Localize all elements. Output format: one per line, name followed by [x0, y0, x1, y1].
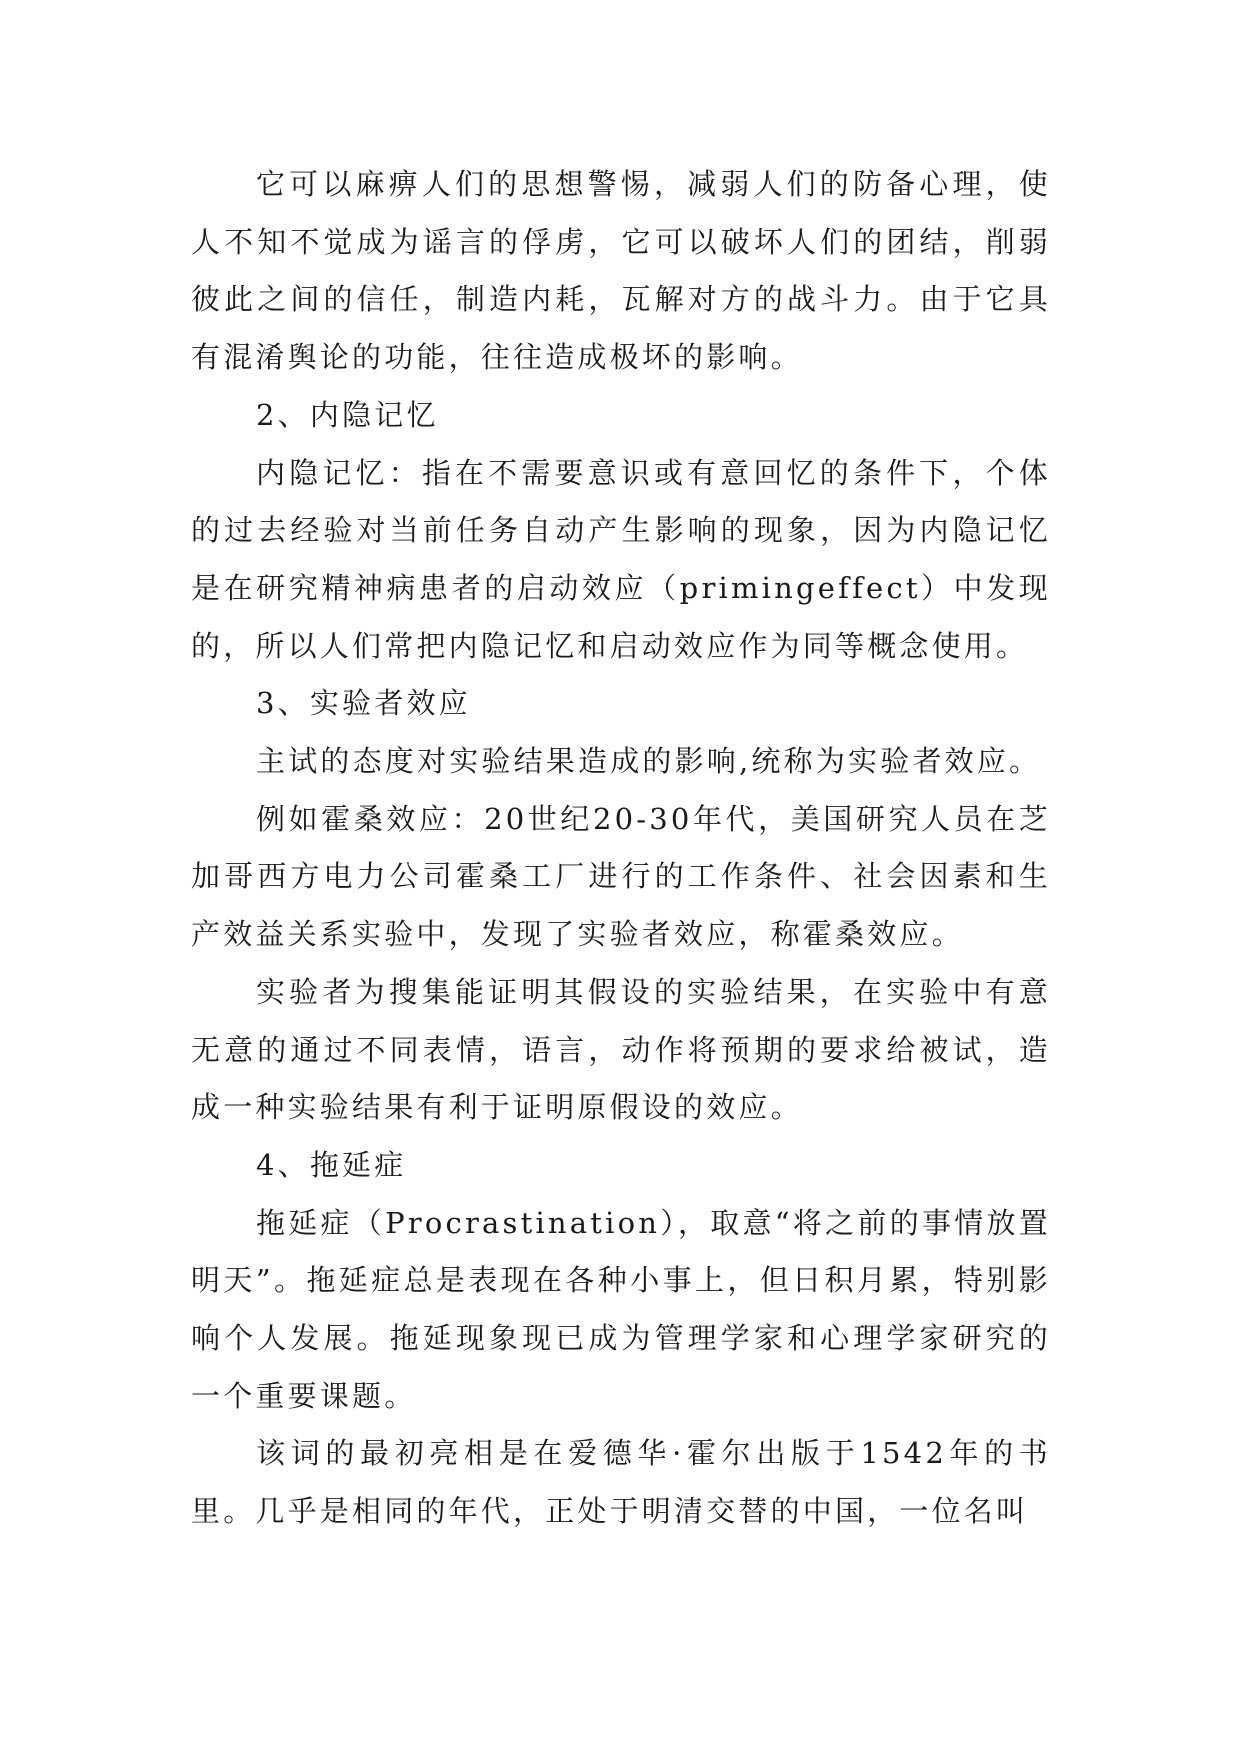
document-body	[191, 156, 1051, 1541]
heading-procrastination: 4、拖延症	[256, 1147, 407, 1182]
heading-implicit-memory: 2、内隐记忆	[256, 397, 439, 432]
heading-experimenter-effect: 3、实验者效应	[256, 686, 471, 721]
paragraph-experimenter-effect-definition: 主试的态度对实验结果造成的影响,统称为实验者效应。	[256, 744, 1042, 779]
paragraph-procrastination-definition: 拖延症（Procrastination），取意“将之前的事情放置明天”。拖延症总是表现在各种小事上，但日积月累，特别影响个人发展。拖延现象现已成为管理学家和心理学家研究的一个重要课题。	[191, 1205, 1051, 1413]
paragraph-procrastination-origin: 该词的最初亮相是在爱德华·霍尔出版于1542年的书里。几乎是相同的年代，正处于明清交替的中国，一位名叫	[191, 1436, 1051, 1529]
paragraph-hawthorne-effect: 例如霍桑效应：20世纪20-30年代，美国研究人员在芝加哥西方电力公司霍桑工厂进行的工作条件、社会因素和生产效益关系实验中，发现了实验者效应，称霍桑效应。	[191, 801, 1051, 952]
paragraph-rumor-effects: 它可以麻痹人们的思想警惕，减弱人们的防备心理，使人不知不觉成为谣言的俘虏，它可以破坏人们的团结，削弱彼此之间的信任，制造内耗，瓦解对方的战斗力。由于它具有混淆舆论的功能，往往造成极坏的影响。	[191, 167, 1051, 375]
paragraph-experimenter-bias: 实验者为搜集能证明其假设的实验结果，在实验中有意无意的通过不同表情，语言，动作将预期的要求给被试，造成一种实验结果有利于证明原假设的效应。	[191, 974, 1051, 1125]
paragraph-implicit-memory: 内隐记忆：指在不需要意识或有意回忆的条件下，个体的过去经验对当前任务自动产生影响的现象，因为内隐记忆是在研究精神病患者的启动效应（primingeffect）中发现的，所以人们常把内隐记忆和启动效应作为同等概念使用。	[191, 455, 1051, 663]
